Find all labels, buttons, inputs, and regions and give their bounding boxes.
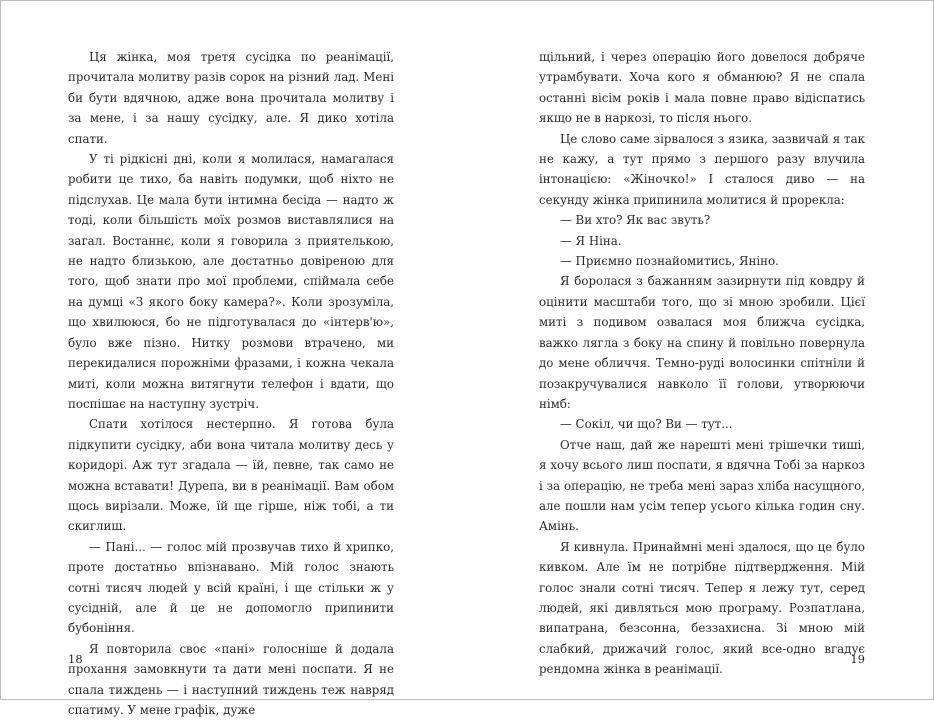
paragraph: Отче наш, дай же нарешті мені трішечки тиші, я хочу всього лиш поспати, я вдячна Тобі за наркоз і за операцію, не треба мені зараз хліба насущного, але пошли нам усім тепер усього кілька годин сну. Амінь. bbox=[539, 437, 865, 534]
dialogue-line: — Я Ніна. bbox=[560, 233, 622, 248]
right-page bbox=[468, 1, 934, 701]
paragraph: Я повторила своє «пані» голосніше й додала прохання замовкнути та дати мені поспати. Я не спала тиждень — і наступний тиждень теж навряд спатиму. У мене графік, дуже bbox=[68, 641, 394, 717]
paragraph: Спати хотілося нестерпно. Я готова була підкупити сусідку, аби вона читала молитву десь у коридорі. Аж тут згадала — їй, певне, так само не можна вставати! Дурепа, ви в реанімації. Вам обом щось вирізали. Може, їй ще гірше, ніж тобі, а ти скиглиш. bbox=[68, 417, 394, 534]
paragraph: Я боролася з бажанням зазирнути під ковдру й оцінити масштаби того, що зі мною зробили. Цієї миті з подивом озвалася моя ближча сусідка, важко лягла з боку на спину й повільно повернула до мене обличчя. Темно-руді волосинки спітніли й позакручувалися навколо її голови, утворюючи німб: bbox=[539, 274, 865, 411]
paragraph: щільний, і через операцію його довелося добряче утрамбувати. Хоча кого я обманюю? Я не спала останні вісім років і мала повне право відіспатись якщо не в наркозі, то після нього. bbox=[539, 50, 865, 126]
paragraph: — Пані... — голос мій прозвучав тихо й хрипко, проте достатньо впізнавано. Мій голос знають сотні тисяч людей у всій країні, і ще стільки ж у сусідній, але й це не допомогло припинити бубоніння. bbox=[68, 539, 394, 636]
left-page-text bbox=[68, 47, 394, 720]
paragraph: Ця жінка, моя третя сусідка по реанімації, прочитала молитву разів сорок на різний лад. Мені би бути вдячною, адже вона прочитала молитву і за мене, і за нашу сусідку, але. Я дико хотіла спати. bbox=[68, 50, 394, 146]
right-page-text bbox=[539, 47, 865, 680]
page-number: 18 bbox=[68, 652, 83, 666]
paragraph: Я кивнула. Принаймні мені здалося, що це було кивком. Але їм не потрібне підтвердження. Мій голос знали сотні тисяч. Тепер я лежу тут, серед людей, які дивляться мою програму. Розпатлана, випатрана, безсонна, беззахисна. Зі мною мій слабкий, дрижачий голос, який все-одно вгадує рендомна жінка в реанімації. bbox=[539, 539, 865, 677]
dialogue-line: — Сокіл, чи що? Ви — тут... bbox=[560, 417, 733, 432]
left-page bbox=[1, 1, 468, 717]
paragraph: У ті рідкісні дні, коли я молилася, намагалася робити це тихо, ба навіть подумки, щоб ніхто не підслухав. Це мала бути інтимна бесіда — надто ж тоді, коли більшість моїх розмов виставлялися на загал. Востаннє, коли я говорила з приятелькою, не надто близькою, але достатньо довіреною для того, щоб знати про мої проблеми, спіймала себе на думці «З якого боку камера?». Коли зрозуміла, що хвилююся, бо не підготувалася до «інтерв'ю», було вже пізно. Нитку розмови втрачено, ми перекидалися порожніми фразами, і кожна чекала миті, коли можна витягнути телефон і вдати, що поспішає на наступну зустріч. bbox=[68, 152, 394, 411]
dialogue-line: — Приємно познайомитись, Яніно. bbox=[560, 254, 779, 269]
dialogue-line: — Ви хто? Як вас звуть? bbox=[560, 213, 711, 228]
page-number: 19 bbox=[850, 652, 865, 666]
paragraph: Це слово саме зірвалося з язика, зазвичай я так не кажу, а тут прямо з першого разу влучила інтонацією: «Жіночко!» І сталося диво — на секунду жінка припинила молитися й прорекла: bbox=[539, 131, 865, 207]
